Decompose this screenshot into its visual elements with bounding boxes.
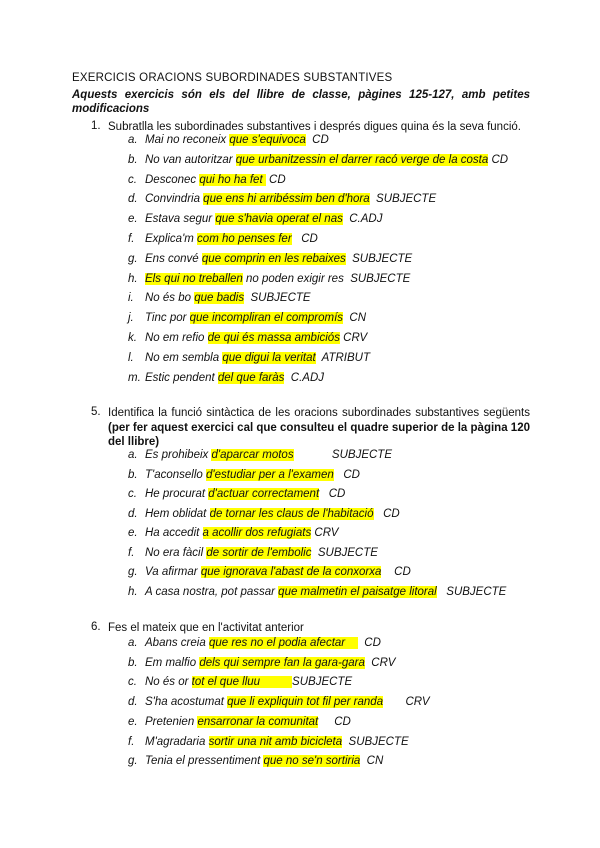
exercise-item	[128, 332, 367, 344]
highlighted-clause: que li expliquin tot fil per randa	[227, 696, 384, 709]
page-title: EXERCICIS ORACIONS SUBORDINADES SUBSTANTIVES	[72, 72, 393, 84]
instruction-text: Identifica la funció sintàctica de les oracions subordinades substantives següents	[108, 407, 530, 419]
sentence-text: Em malfio	[145, 656, 200, 669]
sentence-text: He procurat	[145, 488, 209, 500]
clause-function: CD	[488, 153, 509, 166]
highlighted-clause: que res no el podia afectar	[208, 637, 358, 649]
highlighted-clause: d'estudiar per a l'examen	[206, 468, 334, 481]
item-letter: b.	[128, 468, 138, 481]
exercise-item	[128, 488, 345, 500]
highlighted-clause: de qui és massa ambiciós	[207, 332, 340, 344]
highlighted-clause: del que faràs	[217, 371, 285, 384]
section-instruction: Fes el mateix que en l'activitat anterior	[108, 622, 304, 634]
exercise-item	[128, 566, 411, 578]
section-number: 6.	[91, 621, 101, 633]
highlighted-clause: que incompliran el compromís	[189, 312, 344, 325]
item-letter: e.	[128, 213, 138, 226]
exercise-item	[128, 273, 410, 285]
clause-function: SUBJECTE	[436, 585, 507, 598]
highlighted-clause: com ho penses fer	[197, 233, 292, 245]
item-letter: b.	[128, 153, 138, 166]
sentence-text: Mai no reconeix	[145, 134, 230, 146]
exercise-item	[128, 312, 366, 324]
clause-function: SUBJECTE	[345, 252, 413, 265]
instruction-bold-note: (per fer aquest exercici cal que consulteu el quadre superior de la pàgina 120 del llibre)	[108, 421, 530, 448]
sentence-text: A casa nostra, pot passar	[145, 585, 279, 598]
clause-function: CD	[373, 507, 400, 520]
sentence-text: Abans creia	[145, 637, 209, 649]
item-letter: f.	[128, 233, 135, 245]
sentence-text: Ha accedit	[145, 527, 203, 539]
item-letter: a.	[128, 134, 138, 146]
item-letter: m.	[128, 371, 141, 384]
item-letter: d.	[128, 193, 138, 206]
highlighted-clause: dels qui sempre fan la gara-gara	[199, 656, 365, 669]
highlighted-clause: d'aparcar motos	[211, 449, 294, 461]
clause-function: CN	[343, 312, 367, 325]
highlighted-clause: de sortir de l'embolic	[206, 546, 312, 559]
exercise-item	[128, 736, 409, 748]
clause-function: CRV	[339, 332, 368, 344]
clause-function: C.ADJ	[284, 371, 325, 384]
sentence-text: Pretenien	[145, 715, 198, 728]
item-letter: b.	[128, 656, 138, 669]
page-subtitle: Aquests exercicis són els del llibre de classe, pàgines 125-127, amb petites modificacions	[72, 89, 530, 115]
sentence-text: S'ha acostumat	[145, 696, 228, 709]
highlighted-clause: que s'equivoca	[229, 134, 306, 146]
sentence-text: Estava segur	[145, 213, 216, 226]
exercise-item	[128, 469, 360, 481]
sentence-text: Desconec	[145, 173, 200, 186]
highlighted-clause: que ens hi arribéssim ben d'hora	[203, 193, 370, 206]
sentence-text: No van autoritzar	[145, 153, 236, 166]
exercise-item	[128, 352, 370, 364]
sentence-text: Estic pendent	[145, 371, 218, 384]
section-number: 5.	[91, 406, 101, 418]
item-letter: a.	[128, 637, 138, 649]
sentence-text: No és bo	[145, 292, 195, 305]
item-letter: g.	[128, 252, 138, 265]
highlighted-clause: a acollir dos refugiats	[202, 527, 312, 539]
clause-function: SUBJECTE	[244, 292, 311, 305]
highlighted-clause: qui ho ha fet	[199, 173, 266, 186]
clause-function: CN	[360, 755, 384, 768]
exercise-item	[128, 193, 436, 205]
exercise-item	[128, 547, 378, 559]
item-letter: h.	[128, 272, 138, 285]
clause-function: CD	[319, 488, 346, 500]
clause-function: CD	[333, 468, 360, 481]
clause-function: CD	[265, 173, 286, 186]
sentence-text: Va afirmar	[145, 566, 201, 578]
clause-function: CRV	[383, 696, 430, 709]
clause-function: ATRIBUT	[315, 351, 370, 364]
sentence-text: Tinc por	[145, 312, 190, 325]
highlighted-clause: que comprin en les rebaixes	[201, 252, 346, 265]
sentence-text: M'agradaria	[145, 735, 209, 748]
item-letter: e.	[128, 715, 138, 728]
highlighted-clause: que badis	[194, 292, 245, 305]
exercise-item	[128, 696, 430, 708]
highlighted-clause: sortir una nit amb bicicleta	[208, 735, 343, 748]
item-letter: g.	[128, 755, 138, 768]
clause-function: C.ADJ	[342, 213, 383, 226]
highlighted-clause: de tornar les claus de l'habitació	[209, 507, 374, 520]
highlighted-clause: ensarronar la comunitat	[197, 715, 319, 728]
sentence-text: Tenia el pressentiment	[145, 755, 264, 768]
clause-function: CRV	[311, 527, 339, 539]
exercise-item	[128, 527, 338, 539]
item-letter: c.	[128, 676, 137, 689]
item-letter: k.	[128, 332, 137, 344]
item-letter: a.	[128, 449, 138, 461]
clause-function: no poden exigir res SUBJECTE	[242, 272, 411, 285]
highlighted-clause: que digui la veritat	[222, 351, 316, 364]
section-instruction	[108, 406, 530, 450]
sentence-text: Convindria	[145, 193, 204, 206]
highlighted-clause: que s'havia operat el nas	[215, 213, 343, 226]
exercise-item	[128, 174, 286, 186]
item-letter: c.	[128, 173, 137, 186]
item-letter: j.	[128, 312, 134, 325]
exercise-item	[128, 449, 392, 461]
highlighted-clause: que urbanitzessin el darrer racó verge de la costa	[235, 153, 489, 166]
exercise-item	[128, 292, 311, 304]
item-letter: f.	[128, 735, 135, 748]
clause-function: CD	[318, 715, 351, 728]
clause-function: CD	[291, 233, 318, 245]
item-letter: d.	[128, 696, 138, 709]
clause-function: CD	[381, 566, 411, 578]
sentence-text: Explica'm	[145, 233, 198, 245]
section-number: 1.	[91, 120, 101, 132]
highlighted-clause: que no se'n sortiria	[263, 755, 361, 768]
clause-function: SUBJECTE	[342, 735, 409, 748]
highlighted-clause: que ignorava l'abast de la conxorxa	[200, 566, 382, 578]
sentence-text: Hem oblidat	[145, 507, 210, 520]
exercise-item	[128, 586, 506, 598]
clause-function: CD	[357, 637, 381, 649]
clause-function: SUBJECTE	[293, 449, 393, 461]
item-letter: i.	[128, 292, 134, 305]
exercise-item	[128, 134, 329, 146]
exercise-item	[128, 676, 352, 688]
item-letter: l.	[128, 351, 134, 364]
exercise-item	[128, 637, 381, 649]
highlighted-clause: tot el que lluu	[191, 676, 293, 689]
exercise-item	[128, 233, 318, 245]
item-letter: f.	[128, 546, 135, 559]
clause-function: CD	[305, 134, 329, 146]
exercise-item	[128, 213, 382, 225]
clause-function: CRV	[364, 656, 396, 669]
item-letter: d.	[128, 507, 138, 520]
sentence-text: No em refio	[145, 332, 208, 344]
exercise-item	[128, 657, 395, 669]
highlighted-clause: que malmetin el paisatge litoral	[278, 585, 437, 598]
item-letter: c.	[128, 488, 137, 500]
exercise-item	[128, 716, 351, 728]
sentence-text: Es prohibeix	[145, 449, 212, 461]
item-letter: h.	[128, 585, 138, 598]
exercise-item	[128, 372, 324, 384]
sentence-text: No em sembla	[145, 351, 223, 364]
sentence-text: Ens convé	[145, 252, 202, 265]
exercise-item	[128, 508, 400, 520]
sentence-text: No és or	[145, 676, 192, 689]
sentence-text: T'aconsello	[145, 468, 207, 481]
exercise-item	[128, 755, 383, 767]
item-letter: g.	[128, 566, 138, 578]
highlighted-clause: Els qui no treballen	[145, 272, 243, 285]
section-instruction: Subratlla les subordinades substantives i després digues quina és la seva funció.	[108, 121, 521, 133]
clause-function: SUBJECTE	[311, 546, 378, 559]
item-letter: e.	[128, 527, 138, 539]
clause-function: SUBJECTE	[369, 193, 437, 206]
sentence-text: No era fàcil	[145, 546, 207, 559]
clause-function: SUBJECTE	[292, 676, 353, 689]
exercise-item	[128, 253, 412, 265]
exercise-item	[128, 154, 508, 166]
highlighted-clause: d'actuar correctament	[208, 488, 320, 500]
